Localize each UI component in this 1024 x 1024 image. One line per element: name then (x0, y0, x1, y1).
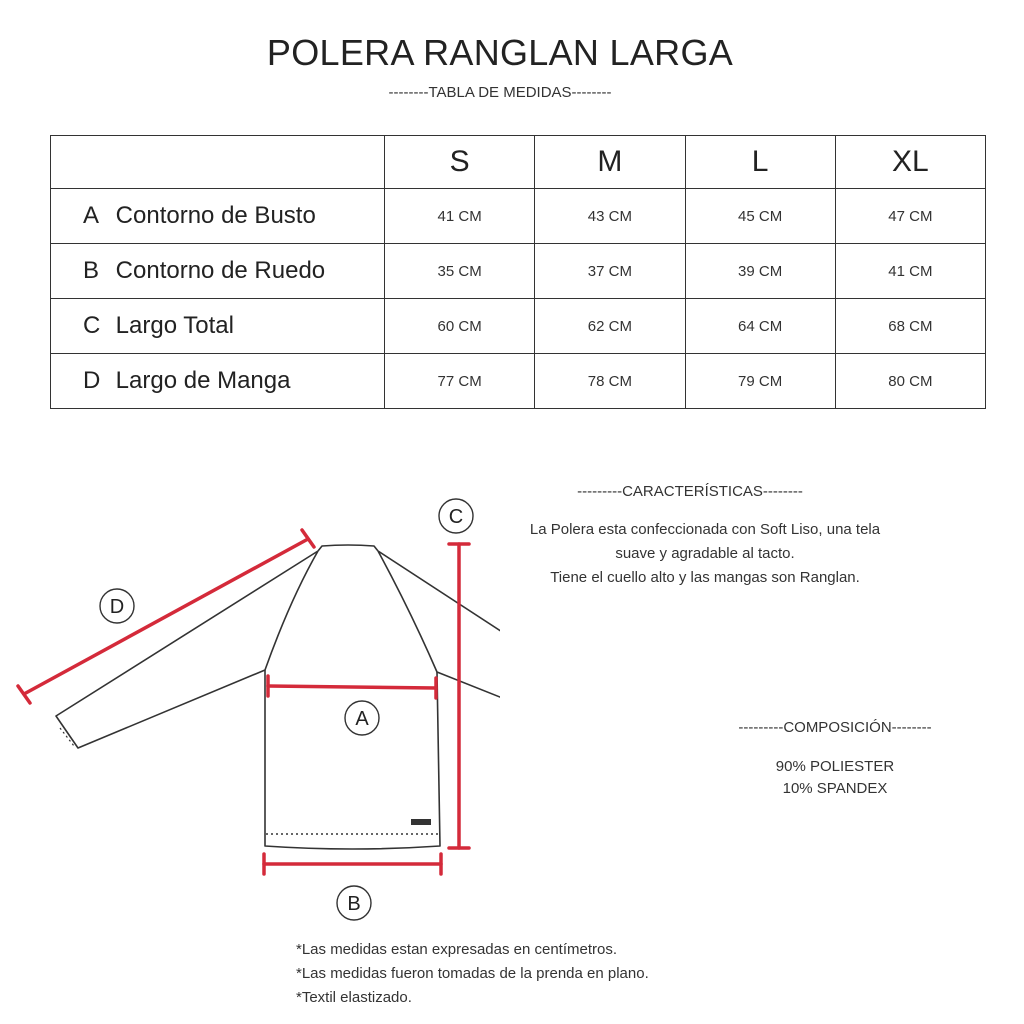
caracteristicas-line: La Polera esta confeccionada con Soft Liso, una tela (529, 521, 881, 538)
table-row (51, 244, 986, 299)
caracteristicas-line: Tiene el cuello alto y las mangas son Ranglan. (550, 569, 860, 586)
measure-d-cap-b (302, 530, 314, 547)
row-label-text: Contorno de Ruedo (115, 257, 326, 284)
footnote: *Las medidas estan expresadas en centímetros. (296, 941, 618, 958)
page-title: POLERA RANGLAN LARGA (266, 32, 734, 73)
table-cell: 79 CM (685, 354, 835, 409)
footnote: *Las medidas fueron tomadas de la prenda en plano. (296, 965, 649, 982)
marker-c (439, 499, 473, 533)
table-cell: 64 CM (685, 299, 835, 354)
row-letter: A (83, 202, 100, 229)
row-label-largo-total (51, 299, 385, 354)
table-cell: 80 CM (835, 354, 985, 409)
row-letter: C (83, 312, 101, 339)
table-row (51, 189, 986, 244)
table-cell: 41 CM (835, 244, 985, 299)
table-cell: 60 CM (385, 299, 535, 354)
row-label-contorno-busto (51, 189, 385, 244)
footnote: *Textil elastizado. (296, 989, 412, 1006)
size-header-m: M (535, 136, 685, 189)
composicion-line: 90% POLIESTER (775, 758, 895, 775)
marker-b (337, 886, 371, 920)
composicion-text (720, 756, 950, 800)
caracteristicas-line: suave y agradable al tacto. (615, 545, 795, 562)
footnotes (296, 938, 896, 1010)
size-header-xl: XL (835, 136, 985, 189)
table-cell: 78 CM (535, 354, 685, 409)
row-label-text: Contorno de Busto (115, 202, 316, 229)
marker-d-text: D (109, 596, 125, 618)
table-cell: 41 CM (385, 189, 535, 244)
garment-diagram (0, 480, 500, 940)
marker-c-text: C (448, 506, 464, 528)
table-cell: 39 CM (685, 244, 835, 299)
table-cell: 35 CM (385, 244, 535, 299)
measure-lines (18, 530, 469, 874)
size-header-l: L (685, 136, 835, 189)
row-letter: B (83, 257, 100, 284)
size-header-s: S (385, 136, 535, 189)
composicion-heading: ---------COMPOSICIÓN-------- (738, 719, 932, 736)
table-cell: 43 CM (535, 189, 685, 244)
marker-d (100, 589, 134, 623)
table-cell: 47 CM (835, 189, 985, 244)
row-label-text: Largo de Manga (115, 367, 291, 394)
table-subtitle: --------TABLA DE MEDIDAS-------- (388, 84, 612, 101)
table-cell: 62 CM (535, 299, 685, 354)
composicion-line: 10% SPANDEX (782, 780, 888, 797)
caracteristicas-text (470, 518, 940, 590)
marker-a (345, 701, 379, 735)
row-label-text: Largo Total (115, 312, 234, 339)
caracteristicas-heading: ---------CARACTERÍSTICAS-------- (577, 483, 803, 500)
row-label-contorno-ruedo (51, 244, 385, 299)
table-cell: 68 CM (835, 299, 985, 354)
garment-tag (411, 819, 431, 825)
table-cell: 45 CM (685, 189, 835, 244)
measure-a-line (268, 686, 436, 688)
table-row (51, 299, 986, 354)
table-cell: 77 CM (385, 354, 535, 409)
row-label-largo-manga (51, 354, 385, 409)
table-cell: 37 CM (535, 244, 685, 299)
table-row (51, 354, 986, 409)
size-table (50, 135, 986, 409)
size-header-row (51, 136, 986, 189)
marker-a-text: A (355, 708, 369, 730)
marker-b-text: B (347, 893, 361, 915)
shirt-collar (318, 545, 378, 551)
row-letter: D (83, 367, 101, 394)
corner-cell (51, 136, 385, 189)
left-sleeve (56, 551, 318, 748)
measure-d-cap-a (18, 686, 30, 703)
